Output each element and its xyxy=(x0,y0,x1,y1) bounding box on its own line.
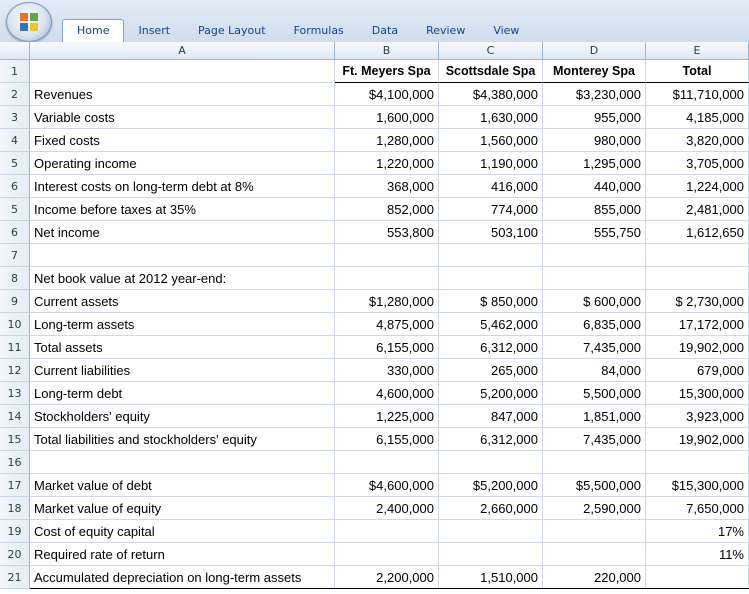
cell-c[interactable]: 5,200,000 xyxy=(439,382,543,405)
cell-b[interactable]: 852,000 xyxy=(335,198,439,221)
table-row xyxy=(0,474,749,497)
cell-d[interactable] xyxy=(543,543,646,566)
table-bottom-border xyxy=(30,588,749,589)
cell-d[interactable]: $5,500,000 xyxy=(543,474,646,497)
spreadsheet-grid xyxy=(0,60,749,589)
cell-d[interactable]: $3,230,000 xyxy=(543,83,646,106)
cell-a[interactable]: Total liabilities and stockholders' equity xyxy=(30,428,335,451)
cell-b[interactable]: 4,600,000 xyxy=(335,382,439,405)
table-row xyxy=(0,566,749,589)
table-row xyxy=(0,152,749,175)
cell-c[interactable]: 1,190,000 xyxy=(439,152,543,175)
column-header-d[interactable]: D xyxy=(543,42,646,60)
table-row xyxy=(0,60,749,83)
cell-a[interactable]: Cost of equity capital xyxy=(30,520,335,543)
cell-e[interactable] xyxy=(646,267,749,290)
cell-e[interactable]: 1,224,000 xyxy=(646,175,749,198)
cell-b[interactable]: 6,155,000 xyxy=(335,428,439,451)
cell-a[interactable]: Total assets xyxy=(30,336,335,359)
cell-c[interactable]: Scottsdale Spa xyxy=(439,60,543,83)
cell-c[interactable]: 6,312,000 xyxy=(439,428,543,451)
row-header[interactable]: 20 xyxy=(0,543,30,566)
ribbon-tabs xyxy=(62,19,533,42)
table-row xyxy=(0,405,749,428)
cell-c[interactable]: 503,100 xyxy=(439,221,543,244)
cell-c[interactable]: $ 850,000 xyxy=(439,290,543,313)
cell-d[interactable]: 980,000 xyxy=(543,129,646,152)
cell-a[interactable]: Accumulated depreciation on long-term assets xyxy=(30,566,335,589)
row-header[interactable]: 6 xyxy=(0,221,30,244)
cell-a[interactable]: Required rate of return xyxy=(30,543,335,566)
cell-a[interactable]: Current liabilities xyxy=(30,359,335,382)
cell-a[interactable] xyxy=(30,451,335,474)
row-header[interactable]: 10 xyxy=(0,313,30,336)
cell-d[interactable]: 84,000 xyxy=(543,359,646,382)
cell-d[interactable]: 1,295,000 xyxy=(543,152,646,175)
table-row xyxy=(0,198,749,221)
cell-a[interactable] xyxy=(30,244,335,267)
cell-b[interactable]: 2,400,000 xyxy=(335,497,439,520)
cell-a[interactable]: Net income xyxy=(30,221,335,244)
cell-a[interactable]: Long-term debt xyxy=(30,382,335,405)
ribbon xyxy=(0,0,749,43)
table-row xyxy=(0,129,749,152)
row-header[interactable]: 11 xyxy=(0,336,30,359)
cell-d[interactable]: 1,851,000 xyxy=(543,405,646,428)
cell-e[interactable]: $ 2,730,000 xyxy=(646,290,749,313)
cell-c[interactable] xyxy=(439,267,543,290)
cell-e[interactable]: 19,902,000 xyxy=(646,428,749,451)
cell-c[interactable]: 5,462,000 xyxy=(439,313,543,336)
cell-c[interactable] xyxy=(439,244,543,267)
cell-d[interactable]: $ 600,000 xyxy=(543,290,646,313)
cell-a[interactable]: Stockholders' equity xyxy=(30,405,335,428)
column-header-c[interactable]: C xyxy=(439,42,543,60)
cell-c[interactable]: 2,660,000 xyxy=(439,497,543,520)
table-row xyxy=(0,244,749,267)
cell-d[interactable] xyxy=(543,451,646,474)
table-row xyxy=(0,451,749,474)
cell-d[interactable]: 6,835,000 xyxy=(543,313,646,336)
row-header[interactable]: 13 xyxy=(0,382,30,405)
cell-b[interactable]: 1,220,000 xyxy=(335,152,439,175)
select-all-corner[interactable] xyxy=(0,42,30,60)
row-header[interactable]: 17 xyxy=(0,474,30,497)
cell-c[interactable] xyxy=(439,520,543,543)
row-header[interactable]: 6 xyxy=(0,175,30,198)
row-header[interactable]: 5 xyxy=(0,198,30,221)
cell-a[interactable]: Current assets xyxy=(30,290,335,313)
cell-a[interactable]: Income before taxes at 35% xyxy=(30,198,335,221)
cell-e[interactable]: 1,612,650 xyxy=(646,221,749,244)
row-header[interactable]: 16 xyxy=(0,451,30,474)
cell-a[interactable]: Market value of equity xyxy=(30,497,335,520)
cell-d[interactable]: 7,435,000 xyxy=(543,428,646,451)
tab-home[interactable]: Home xyxy=(62,19,124,43)
cell-e[interactable]: Total xyxy=(646,60,749,83)
cell-e[interactable]: 17% xyxy=(646,520,749,543)
cell-a[interactable]: Fixed costs xyxy=(30,129,335,152)
row-header[interactable]: 1 xyxy=(0,60,30,83)
table-row xyxy=(0,106,749,129)
cell-c[interactable]: $4,380,000 xyxy=(439,83,543,106)
cell-e[interactable] xyxy=(646,451,749,474)
cell-e[interactable] xyxy=(646,566,749,589)
table-row xyxy=(0,83,749,106)
row-header[interactable]: 7 xyxy=(0,244,30,267)
cell-b[interactable] xyxy=(335,244,439,267)
cell-d[interactable] xyxy=(543,267,646,290)
row-header[interactable]: 12 xyxy=(0,359,30,382)
cell-c[interactable]: 1,560,000 xyxy=(439,129,543,152)
cell-e[interactable] xyxy=(646,244,749,267)
cell-b[interactable]: 1,600,000 xyxy=(335,106,439,129)
table-row xyxy=(0,520,749,543)
table-row xyxy=(0,359,749,382)
office-logo-icon xyxy=(20,13,38,31)
cell-b[interactable]: 553,800 xyxy=(335,221,439,244)
cell-c[interactable]: 1,510,000 xyxy=(439,566,543,589)
cell-b[interactable]: 4,875,000 xyxy=(335,313,439,336)
cell-e[interactable]: 2,481,000 xyxy=(646,198,749,221)
cell-c[interactable]: $5,200,000 xyxy=(439,474,543,497)
cell-e[interactable]: 7,650,000 xyxy=(646,497,749,520)
cell-b[interactable] xyxy=(335,267,439,290)
cell-b[interactable]: Ft. Meyers Spa xyxy=(335,60,439,83)
cell-c[interactable] xyxy=(439,543,543,566)
column-header-b[interactable]: B xyxy=(335,42,439,60)
cell-b[interactable]: $4,600,000 xyxy=(335,474,439,497)
cell-d[interactable]: Monterey Spa xyxy=(543,60,646,83)
tab-view[interactable]: View xyxy=(493,24,520,37)
cell-d[interactable]: 440,000 xyxy=(543,175,646,198)
tab-formulas[interactable]: Formulas xyxy=(293,24,344,37)
cell-c[interactable]: 1,630,000 xyxy=(439,106,543,129)
cell-a[interactable]: Operating income xyxy=(30,152,335,175)
row-header[interactable]: 3 xyxy=(0,106,30,129)
row-header[interactable]: 9 xyxy=(0,290,30,313)
cell-b[interactable] xyxy=(335,520,439,543)
cell-b[interactable]: $1,280,000 xyxy=(335,290,439,313)
table-row xyxy=(0,175,749,198)
cell-d[interactable]: 220,000 xyxy=(543,566,646,589)
table-row xyxy=(0,267,749,290)
cell-a[interactable]: Interest costs on long-term debt at 8% xyxy=(30,175,335,198)
table-row xyxy=(0,497,749,520)
column-headers xyxy=(0,42,749,60)
row-header[interactable]: 18 xyxy=(0,497,30,520)
row-header[interactable]: 15 xyxy=(0,428,30,451)
cell-b[interactable]: 6,155,000 xyxy=(335,336,439,359)
cell-c[interactable]: 6,312,000 xyxy=(439,336,543,359)
cell-a[interactable]: Market value of debt xyxy=(30,474,335,497)
cell-e[interactable]: 4,185,000 xyxy=(646,106,749,129)
tab-review[interactable]: Review xyxy=(426,24,466,37)
cell-e[interactable]: $11,710,000 xyxy=(646,83,749,106)
cell-e[interactable]: 11% xyxy=(646,543,749,566)
cell-e[interactable]: 15,300,000 xyxy=(646,382,749,405)
cell-e[interactable]: 3,923,000 xyxy=(646,405,749,428)
row-header[interactable]: 14 xyxy=(0,405,30,428)
cell-b[interactable]: $4,100,000 xyxy=(335,83,439,106)
cell-c[interactable]: 774,000 xyxy=(439,198,543,221)
cell-d[interactable]: 955,000 xyxy=(543,106,646,129)
cell-d[interactable]: 855,000 xyxy=(543,198,646,221)
tab-insert[interactable]: Insert xyxy=(138,24,171,37)
table-row xyxy=(0,428,749,451)
cell-b[interactable]: 330,000 xyxy=(335,359,439,382)
tab-page-layout[interactable]: Page Layout xyxy=(198,24,266,37)
cell-d[interactable] xyxy=(543,520,646,543)
cell-e[interactable]: 3,705,000 xyxy=(646,152,749,175)
column-header-a[interactable]: A xyxy=(30,42,335,60)
cell-a[interactable]: Variable costs xyxy=(30,106,335,129)
row-header[interactable]: 8 xyxy=(0,267,30,290)
cell-c[interactable]: 847,000 xyxy=(439,405,543,428)
cell-c[interactable]: 265,000 xyxy=(439,359,543,382)
cell-c[interactable] xyxy=(439,451,543,474)
cell-e[interactable]: 19,902,000 xyxy=(646,336,749,359)
row-header[interactable]: 21 xyxy=(0,566,30,589)
cell-b[interactable]: 1,280,000 xyxy=(335,129,439,152)
cell-a[interactable]: Revenues xyxy=(30,83,335,106)
table-row xyxy=(0,221,749,244)
cell-a[interactable] xyxy=(30,60,335,83)
cell-b[interactable]: 1,225,000 xyxy=(335,405,439,428)
cell-b[interactable] xyxy=(335,451,439,474)
office-button[interactable] xyxy=(6,2,52,42)
row-header[interactable]: 4 xyxy=(0,129,30,152)
cell-d[interactable]: 5,500,000 xyxy=(543,382,646,405)
cell-b[interactable]: 2,200,000 xyxy=(335,566,439,589)
cell-e[interactable]: 17,172,000 xyxy=(646,313,749,336)
cell-b[interactable] xyxy=(335,543,439,566)
cell-d[interactable] xyxy=(543,244,646,267)
table-row xyxy=(0,290,749,313)
cell-d[interactable]: 555,750 xyxy=(543,221,646,244)
row-header[interactable]: 5 xyxy=(0,152,30,175)
cell-e[interactable]: $15,300,000 xyxy=(646,474,749,497)
row-header[interactable]: 2 xyxy=(0,83,30,106)
column-header-e[interactable]: E xyxy=(646,42,749,60)
cell-a[interactable]: Long-term assets xyxy=(30,313,335,336)
cell-d[interactable]: 7,435,000 xyxy=(543,336,646,359)
cell-a[interactable]: Net book value at 2012 year-end: xyxy=(30,267,335,290)
table-row xyxy=(0,543,749,566)
cell-d[interactable]: 2,590,000 xyxy=(543,497,646,520)
cell-c[interactable]: 416,000 xyxy=(439,175,543,198)
table-row xyxy=(0,313,749,336)
cell-e[interactable]: 679,000 xyxy=(646,359,749,382)
cell-e[interactable]: 3,820,000 xyxy=(646,129,749,152)
cell-b[interactable]: 368,000 xyxy=(335,175,439,198)
table-row xyxy=(0,336,749,359)
row-header[interactable]: 19 xyxy=(0,520,30,543)
table-row xyxy=(0,382,749,405)
tab-data[interactable]: Data xyxy=(371,24,399,37)
